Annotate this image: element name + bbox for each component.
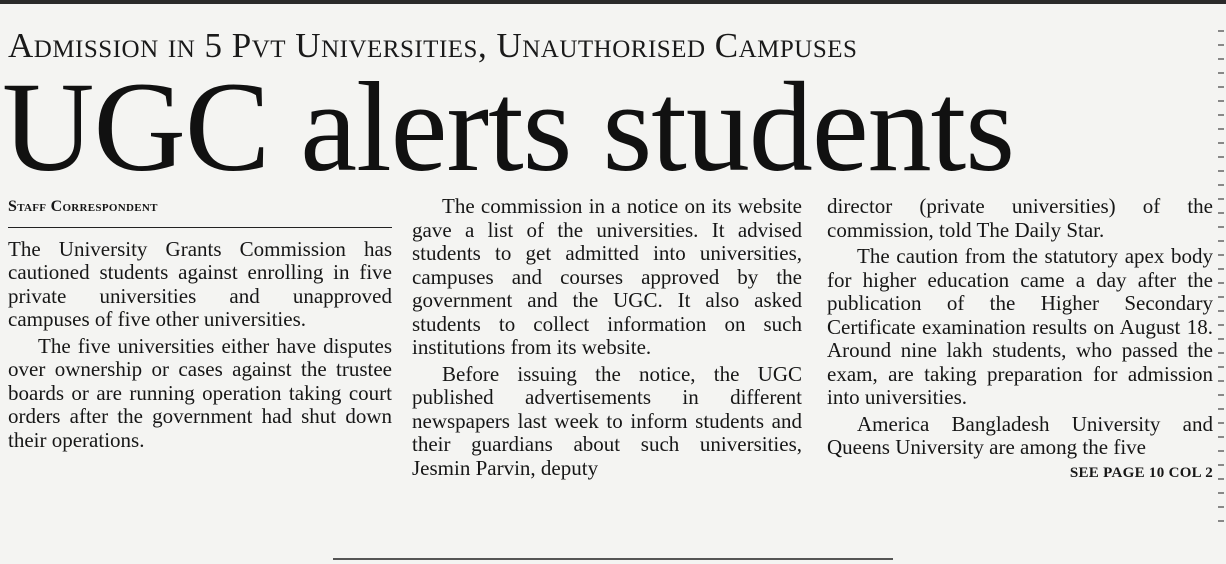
kicker: Admission in 5 Pvt Universities, Unauthorised Campuses bbox=[8, 26, 858, 65]
paragraph: Before issuing the notice, the UGC published advertisements in different newspapers last week to inform students and their guardians about such universities, Jesmin Parvin, deputy bbox=[412, 361, 802, 480]
paragraph: The University Grants Commission has cautioned students against enrolling in five private universities and unapproved campuses of five other universities. bbox=[8, 236, 392, 331]
article-column-2 bbox=[412, 195, 802, 480]
article-column-1 bbox=[8, 195, 392, 452]
page-edge-fragment bbox=[1218, 30, 1224, 530]
article-column-3 bbox=[827, 195, 1213, 485]
headline: UGC alerts students bbox=[2, 56, 1014, 198]
paragraph: The caution from the statutory apex body for higher education came a day after the publication of the Higher Secondary Certificate examination results on August 18. Around nine lakh students, who passed the exam, are taking preparation for admission into universities. bbox=[827, 244, 1213, 409]
paragraph: director (private universities) of the commission, told The Daily Star. bbox=[827, 194, 1213, 242]
top-rule bbox=[0, 0, 1226, 4]
bottom-rule bbox=[333, 558, 893, 560]
paragraph: America Bangladesh University and Queens University are among the five bbox=[827, 411, 1213, 459]
continuation-reference: SEE PAGE 10 COL 2 bbox=[1069, 464, 1213, 481]
byline: Staff Correspondent bbox=[8, 195, 392, 228]
paragraph: The five universities either have disputes over ownership or cases against the trustee boards or are running operation taking court orders after the government had shut down their operations. bbox=[8, 333, 392, 452]
paragraph: The commission in a notice on its website gave a list of the universities. It advised students to get admitted into universities, campuses and courses approved by the government and the UGC. It also asked students to collect information on such institutions from its website. bbox=[412, 194, 802, 359]
